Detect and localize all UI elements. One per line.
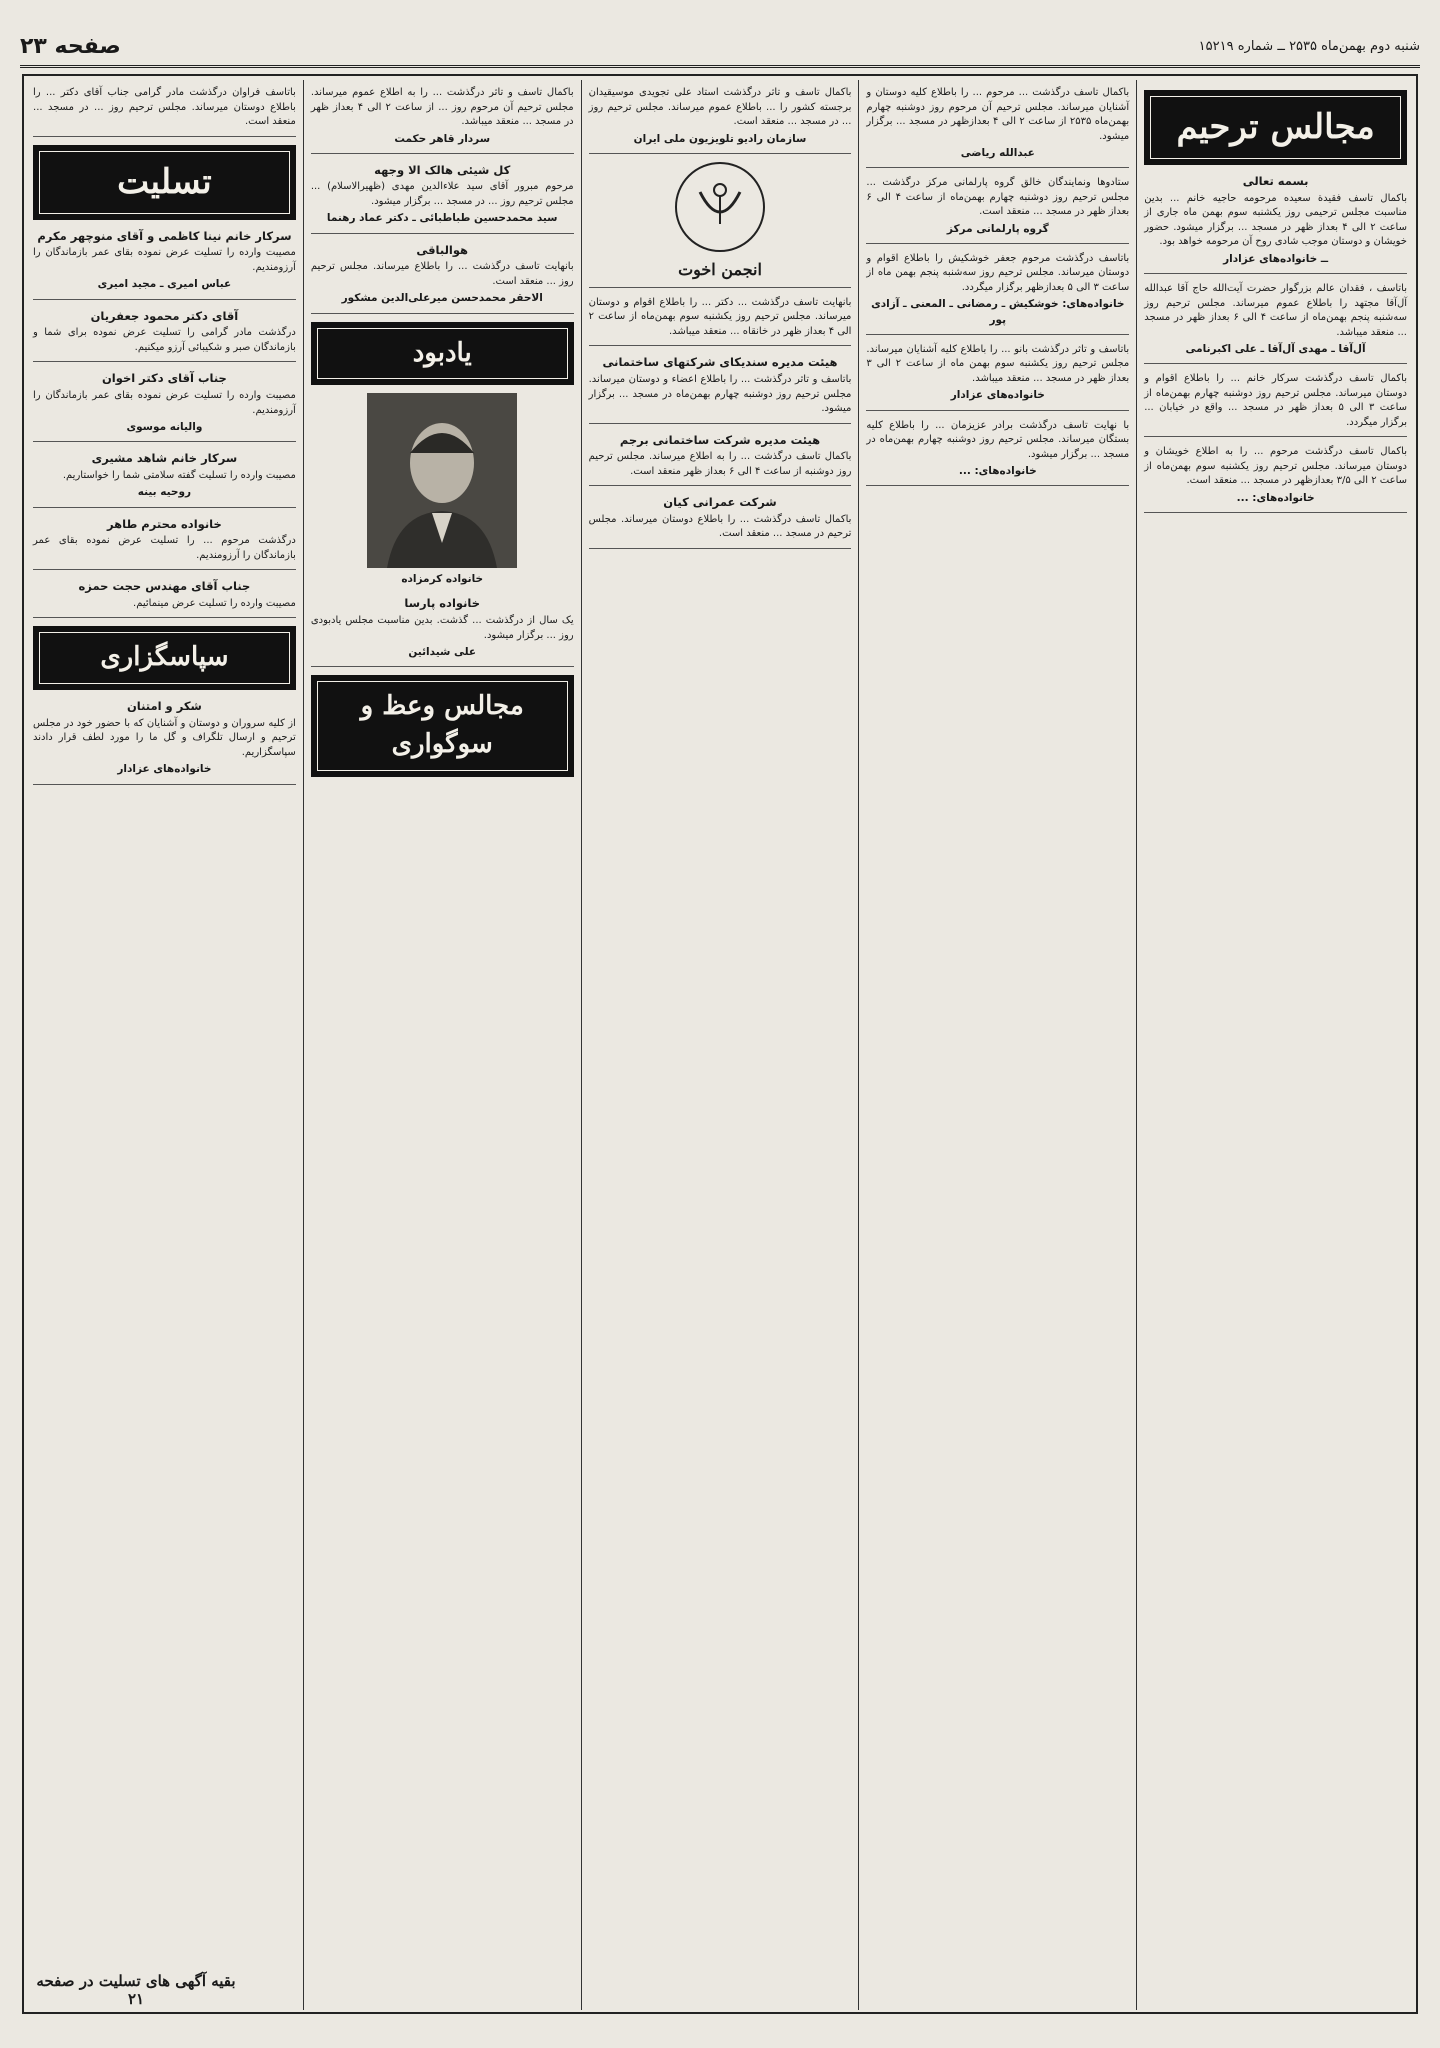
emblem-caption: انجمن اخوت (589, 258, 852, 288)
page-number: صفحه ۲۳ (20, 34, 121, 59)
notice: بانهایت تاسف درگذشت ... دکتر ... را باطلاع اقوام و دوستان میرساند. مجلس ترحیم روز یکشنبه سوم بهمن‌ماه از ساعت ۲ الی ۴ بعداز ظهر در خانقاه ... منعقد میباشد. (589, 296, 852, 347)
notice: باتاسف و تاثر درگذشت بانو ... را باطلاع کلیه آشنایان میرساند. مجلس ترحیم روز یکشنبه سوم بهمن ماه از ساعت ۲ الی ۳ بعداز ظهر در مسجد ... منعقد میباشد. خانواده‌های عزادار (866, 343, 1129, 411)
banner-remembrance: یادبود (311, 322, 574, 386)
notice: ستادوها ونمایندگان خالق گروه پارلمانی مرکز درگذشت ... مجلس ترحیم روز دوشنبه چهارم بهمن‌ماه از ساعت ۴ الی ۶ بعداز ظهر در مسجد ... منعقد است. گروه پارلمانی مرکز (866, 176, 1129, 244)
column-3 (581, 80, 859, 2010)
notice: شکر و امتنان از کلیه سروران و دوستان و آشنایان که با حضور خود در مجلس ترحیم و ارسال تلگراف و گل ما را مورد لطف قرار دادند سپاسگزاریم. خانواده‌های عزادار (33, 698, 296, 784)
notice: هیئت مدیره سندیکای شرکتهای ساختمانی باتاسف و تاثر درگذشت ... را باطلاع اعضاء و دوستان میرساند. مجلس ترحیم روز دوشنبه چهارم بهمن‌ماه در مسجد ... برگزار میشود. (589, 354, 852, 423)
banner-sermons: مجالس وعظ و سوگواری (311, 675, 574, 776)
column-2 (858, 80, 1136, 2010)
notice: جناب آقای مهندس حجت حمزه مصیبت وارده را تسلیت عرض مینمائیم. (33, 578, 296, 618)
notice: باکمال تاسف و تاثر درگذشت ... را به اطلاع عموم میرساند. مجلس ترحیم آن مرحوم روز ... از ساعت ۲ الی ۴ بعداز ظهر در مسجد ... منعقد میباشد. سردار قاهر حکمت (311, 86, 574, 154)
portrait-caption: خانواده کرمزاده (401, 573, 484, 586)
society-emblem-icon (675, 162, 765, 252)
notice: سرکار خانم نینا کاظمی و آقای منوچهر مکرم مصیبت وارده را تسلیت عرض نموده بقای عمر بازماندگان را آرزومندیم. عباس امیری ـ مجید امیری (33, 228, 296, 300)
notice: باتاسف ، فقدان عالم بزرگوار حضرت آیت‌الله حاج آقا عبدالله آل‌آقا مجتهد را باطلاع عموم میرساند. مجلس ترحیم روز سه‌شنبه پنجم بهمن‌ماه از ساعت ۴ الی ۶ بعداز ظهر در مسجد ... منعقد میباشد. آل‌آقا ـ مهدی آل‌آقا ـ علی اکبرنامی (1144, 282, 1407, 364)
banner-memorials: مجالس ترحیم (1144, 90, 1407, 165)
banner-gratitude: سپاسگزاری (33, 626, 296, 690)
page-header (20, 28, 1420, 68)
notice: هوالباقی بانهایت تاسف درگذشت ... را باطلاع میرساند. مجلس ترحیم روز ... منعقد است. الاحقر محمدحسن میرعلی‌الدین مشکور (311, 242, 574, 314)
banner-condolences: تسلیت (33, 145, 296, 220)
notice: جناب آقای دکتر اخوان مصیبت وارده را تسلیت عرض نموده بقای عمر بازماندگان را آرزومندیم. والیانه موسوی (33, 370, 296, 442)
column-4 (303, 80, 581, 2010)
columns (26, 80, 1414, 2010)
continued-note: بقیه آگهی های تسلیت در صفحه ۲۱ (36, 1972, 236, 2008)
notice: باتاسف درگذشت مرحوم جعفر خوشکیش را باطلاع اقوام و دوستان میرساند. مجلس ترحیم روز سه‌شنبه پنجم بهمن ماه از ساعت ۳ الی ۵ بعدازظهر برگزار میگردد. خانواده‌های: خوشکیش ـ رمضانی ـ المعنی ـ آزادی پور (866, 252, 1129, 335)
column-1 (1136, 80, 1414, 2010)
notice: باکمال تاسف درگذشت سرکار خانم ... را باطلاع اقوام و دوستان میرساند. مجلس ترحیم روز دوشنبه چهارم بهمن‌ماه از ساعت ۳ الی ۵ بعداز ظهر در مسجد ... واقع در خیابان ... برگزار میگردد. (1144, 372, 1407, 437)
notice: باتاسف فراوان درگذشت مادر گرامی جناب آقای دکتر ... را باطلاع دوستان میرساند. مجلس ترحیم روز ... در مسجد ... منعقد است. (33, 86, 296, 137)
notice: سرکار خانم شاهد مشیری مصیبت وارده را تسلیت گفته سلامتی شما را خواستاریم. روحیه بینه (33, 450, 296, 507)
notice: باکمال تاسف درگذشت ... مرحوم ... را باطلاع کلیه دوستان و آشنایان میرساند. مجلس ترحیم آن مرحوم روز دوشنبه چهارم بهمن‌ماه ۲۵۳۵ از ساعت ۲ الی ۴ بعدازظهر در مسجد ... برگزار میشود. عبدالله ریاضی (866, 86, 1129, 168)
notice: آقای دکتر محمود جعفریان درگذشت مادر گرامی را تسلیت عرض نموده برای شما و بازماندگان صبر و شکیبائی آرزو میکنیم. (33, 308, 296, 363)
notice: خانواده پارسا یک سال از درگذشت ... گذشت. بدین مناسبت مجلس یادبودی روز ... برگزار میشود. علی شیدائین (311, 595, 574, 667)
portrait-photo (367, 393, 517, 568)
notice: خانواده محترم طاهر درگذشت مرحوم ... را تسلیت عرض نموده بقای عمر بازماندگان را آرزومندیم. (33, 516, 296, 571)
notice: باکمال تاسف و تاثر درگذشت استاد علی تجویدی موسیقیدان برجسته کشور را ... باطلاع عموم میرساند. مجلس ترحیم روز ... در مسجد ... منعقد است. سازمان رادیو تلویزیون ملی ایران (589, 86, 852, 154)
column-5 (26, 80, 303, 2010)
notice: با نهایت تاسف درگذشت برادر عزیزمان ... را باطلاع کلیه بستگان میرساند. مجلس ترحیم روز دوشنبه چهارم بهمن‌ماه در مسجد ... برگزار میشود. خانواده‌های: ... (866, 419, 1129, 487)
notice: کل شیئی هالک الا وجهه مرحوم مبرور آقای سید علاءالدین مهدی (ظهیرالاسلام) ... مجلس ترحیم روز ... در مسجد ... برگزار میشود. سید محمدحسین طباطبائی ـ دکتر عماد رهنما (311, 162, 574, 234)
notice: باکمال تاسف درگذشت مرحوم ... را به اطلاع خویشان و دوستان میرساند. مجلس ترحیم روز یکشنبه سوم بهمن‌ماه از ساعت ۲ الی ۳/۵ بعدازظهر در مسجد ... منعقد است. خانواده‌های: ... (1144, 445, 1407, 513)
notice: شرکت عمرانی کیان باکمال تاسف درگذشت ... را باطلاع دوستان میرساند. مجلس ترحیم در مسجد ... منعقد است. (589, 494, 852, 549)
notice: هیئت مدیره شرکت ساختمانی برجم باکمال تاسف درگذشت ... را به اطلاع میرساند. مجلس ترحیم روز دوشنبه از ساعت ۴ الی ۶ بعداز ظهر منعقد است. (589, 432, 852, 487)
issue-line: شنبه دوم بهمن‌ماه ۲۵۳۵ ــ شماره ۱۵۲۱۹ (1198, 39, 1420, 54)
notice: بسمه تعالی باکمال تاسف فقیدة سعیده مرحومه حاجیه خانم ... بدین مناسبت مجلس ترحیمی روز یکشنبه سوم بهمن ماه جاری از ساعت ۲ الی ۴ بعداز ظهر در مسجد ... برگزار میشود. حضور خویشان و دوستان موجب شادی روح آن مرحومه خواهد بود. ــ خانواده‌های عزادار (1144, 173, 1407, 274)
